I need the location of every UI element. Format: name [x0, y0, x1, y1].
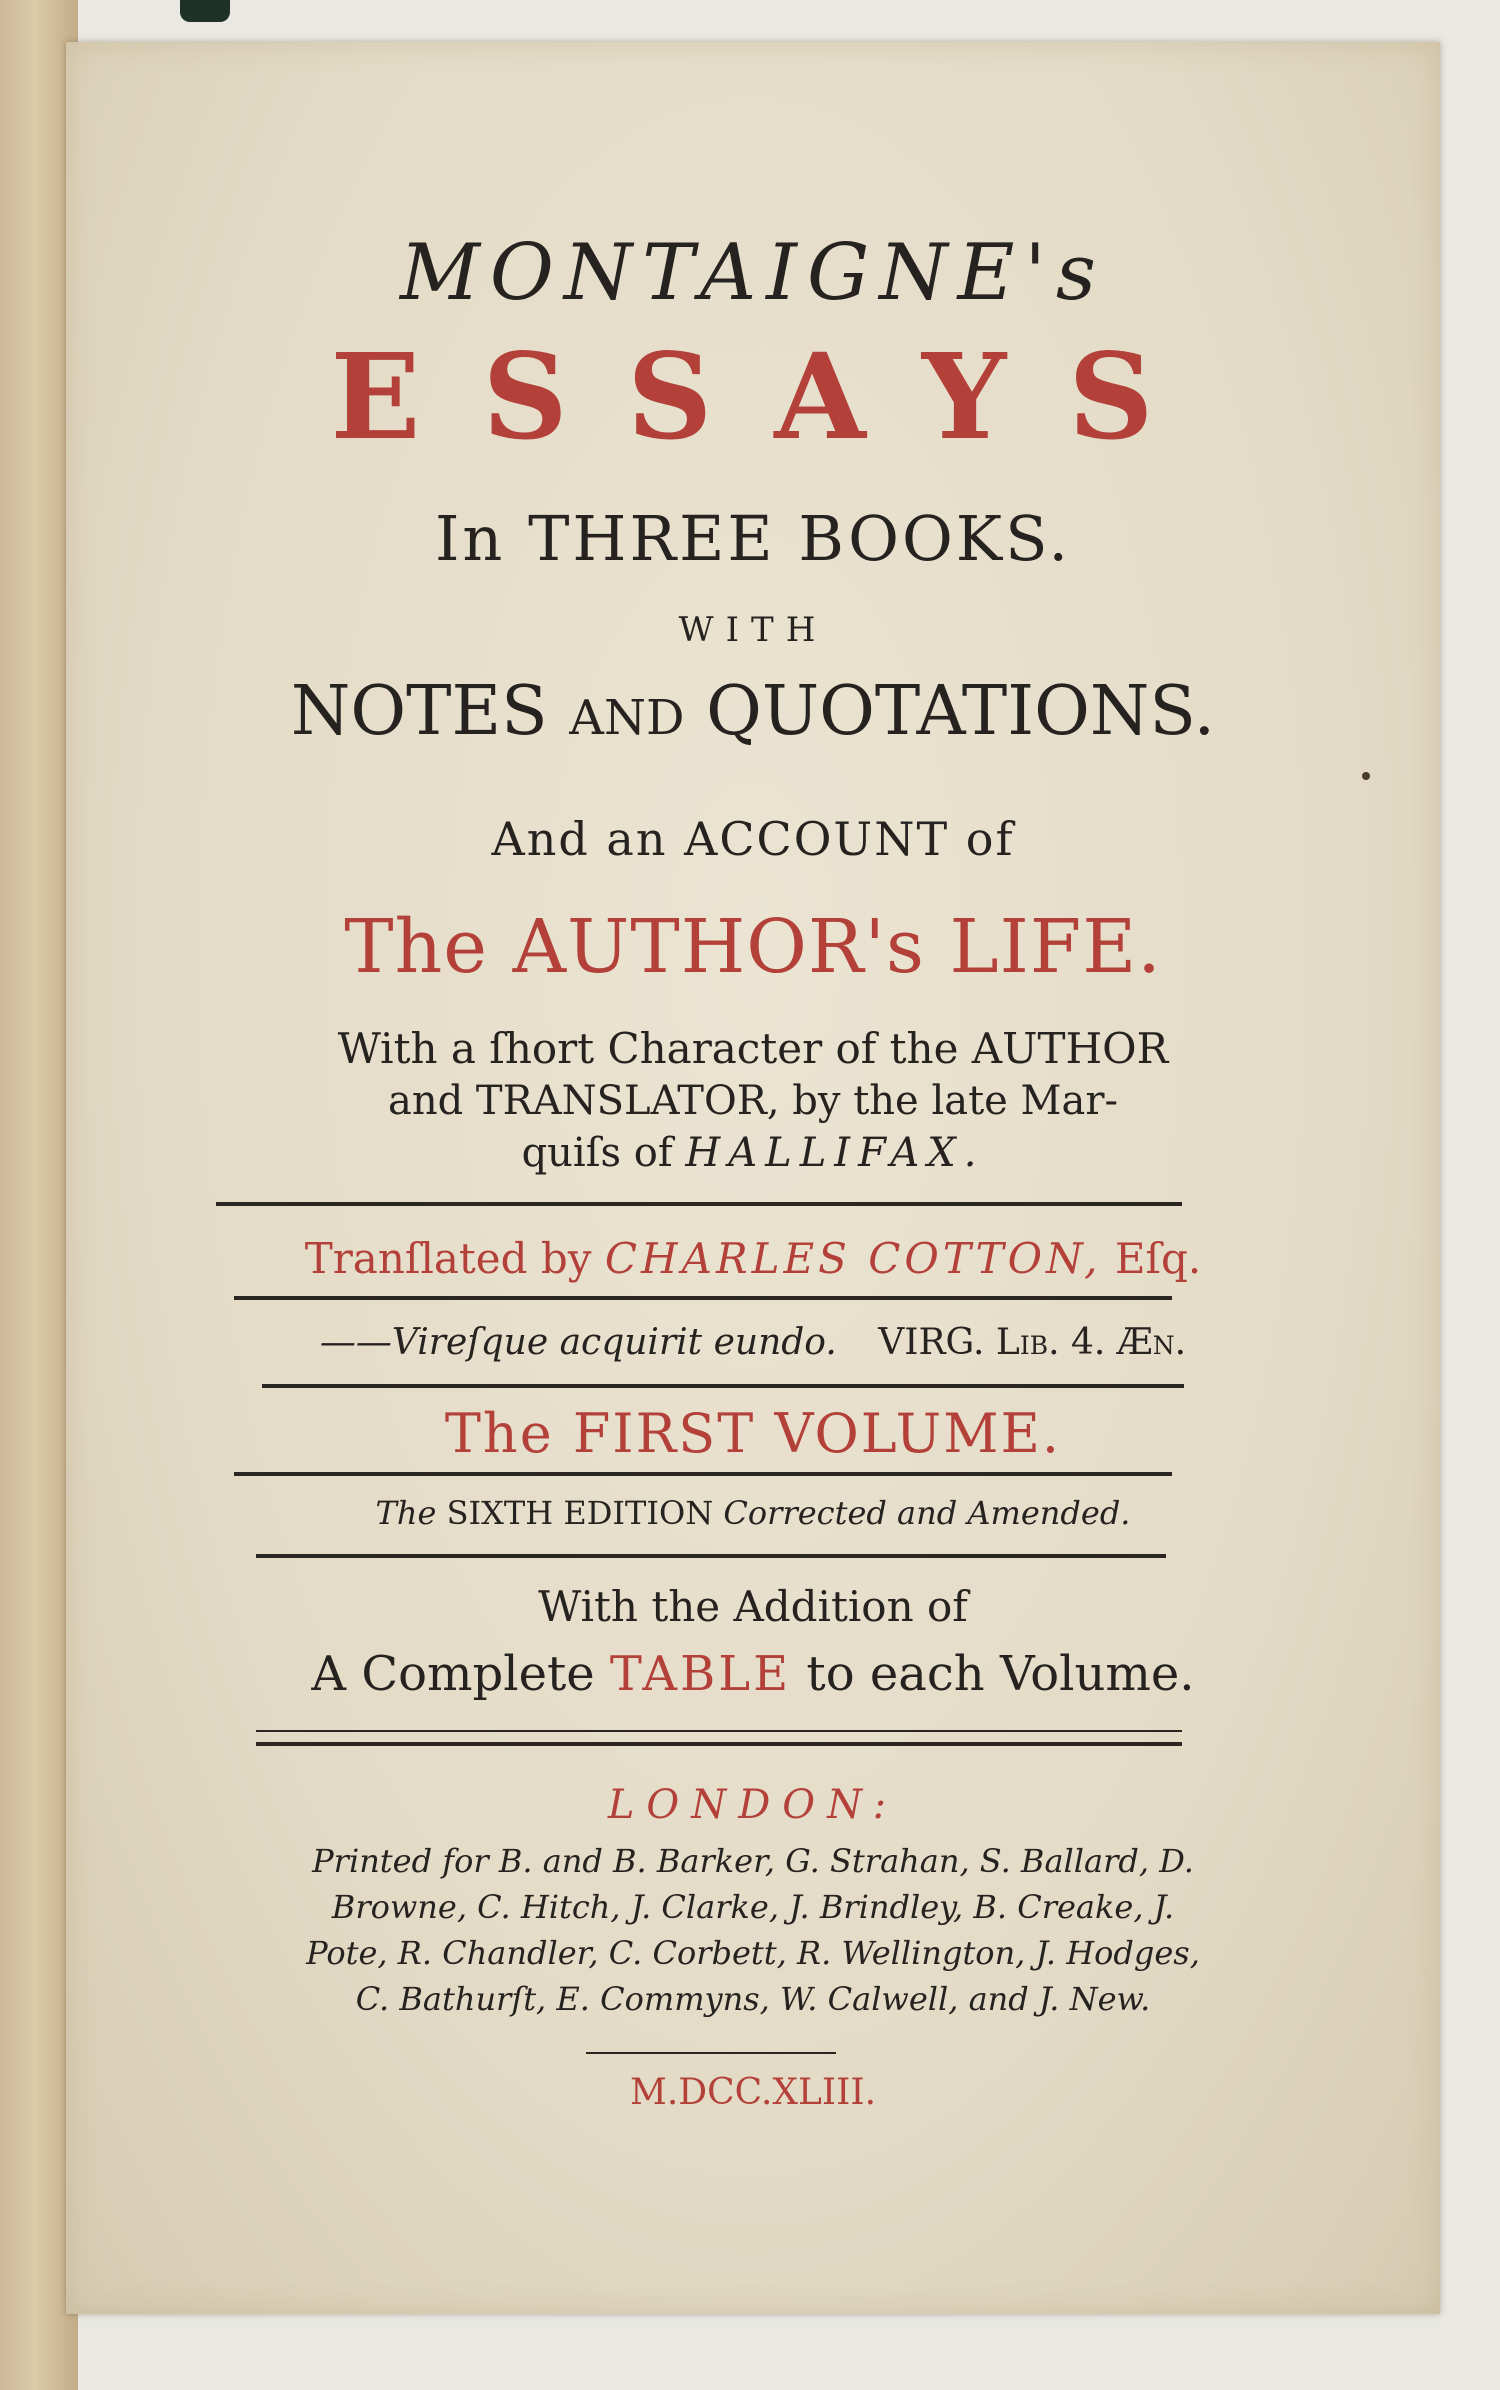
- title-page: [66, 42, 1440, 2314]
- imprint-line-3: Pote, R. Chandler, C. Corbett, R. Wellington, J. Hodges,: [306, 1934, 1200, 1972]
- character-line: With a ſhort Character of the AUTHOR: [337, 1024, 1169, 1073]
- imprint-line-1: Printed for B. and B. Barker, G. Strahan, S. Ballard, D.: [312, 1842, 1194, 1880]
- rule-4: [234, 1472, 1172, 1476]
- foxing-spot: [1362, 772, 1370, 780]
- notes-quotations-line: NOTES and QUOTATIONS.: [290, 672, 1216, 751]
- rule-3: [262, 1384, 1184, 1388]
- motto-source: VIRG. Lib. 4. Æn.: [878, 1322, 1187, 1363]
- three-books-line: In THREE BOOKS.: [434, 502, 1072, 575]
- translated-suffix: Eſq.: [1101, 1234, 1202, 1283]
- rule-2: [234, 1296, 1172, 1300]
- addition-line-1: With the Addition of: [538, 1582, 968, 1631]
- ribbon-marker: [180, 0, 230, 22]
- addition-table: TABLE: [609, 1646, 792, 1702]
- place-line: LONDON:: [607, 1782, 899, 1828]
- edition-suffix: Corrected and Amended.: [713, 1494, 1131, 1532]
- rule-6a: [256, 1730, 1182, 1732]
- rule-7: [586, 2052, 836, 2054]
- with-line: WITH: [678, 610, 828, 650]
- translator-line: and TRANSLATOR, by the late Mar-: [388, 1078, 1118, 1124]
- translated-prefix: Tranſlated by: [304, 1234, 605, 1283]
- authors-life-line: The AUTHOR's LIFE.: [344, 904, 1162, 990]
- motto-text: ——Vireſque acquirit eundo.: [319, 1322, 837, 1363]
- edition-number: SIXTH EDITION: [446, 1494, 714, 1532]
- translator-name: CHARLES COTTON,: [604, 1234, 1102, 1283]
- addition-suffix: to each Volume.: [791, 1646, 1195, 1702]
- translated-by-line: [66, 1234, 1440, 1283]
- imprint-line-4: C. Bathurſt, E. Commyns, W. Calwell, and J. New.: [355, 1980, 1151, 2018]
- volume-line: The FIRST VOLUME.: [444, 1402, 1062, 1465]
- account-line: And an ACCOUNT of: [491, 812, 1015, 866]
- author-title: MONTAIGNE's: [400, 228, 1106, 318]
- edition-prefix: The: [375, 1494, 447, 1532]
- essays-title: ESSAYS: [330, 327, 1216, 466]
- addition-line-2: [66, 1646, 1440, 1702]
- imprint-line-2: Browne, C. Hitch, J. Clarke, J. Brindley, B. Creake, J.: [331, 1888, 1175, 1926]
- motto-line: [66, 1322, 1440, 1363]
- hallifax-prefix: quiſs of: [521, 1130, 686, 1176]
- hallifax-name: HALLIFAX.: [685, 1130, 985, 1176]
- rule-1: [216, 1202, 1182, 1206]
- hallifax-line: [66, 1130, 1440, 1176]
- addition-prefix: A Complete: [311, 1646, 610, 1702]
- edition-line: [66, 1494, 1440, 1532]
- rule-5: [256, 1554, 1166, 1558]
- rule-6b: [256, 1742, 1182, 1746]
- date-line: M.DCC.XLIII.: [629, 2072, 877, 2113]
